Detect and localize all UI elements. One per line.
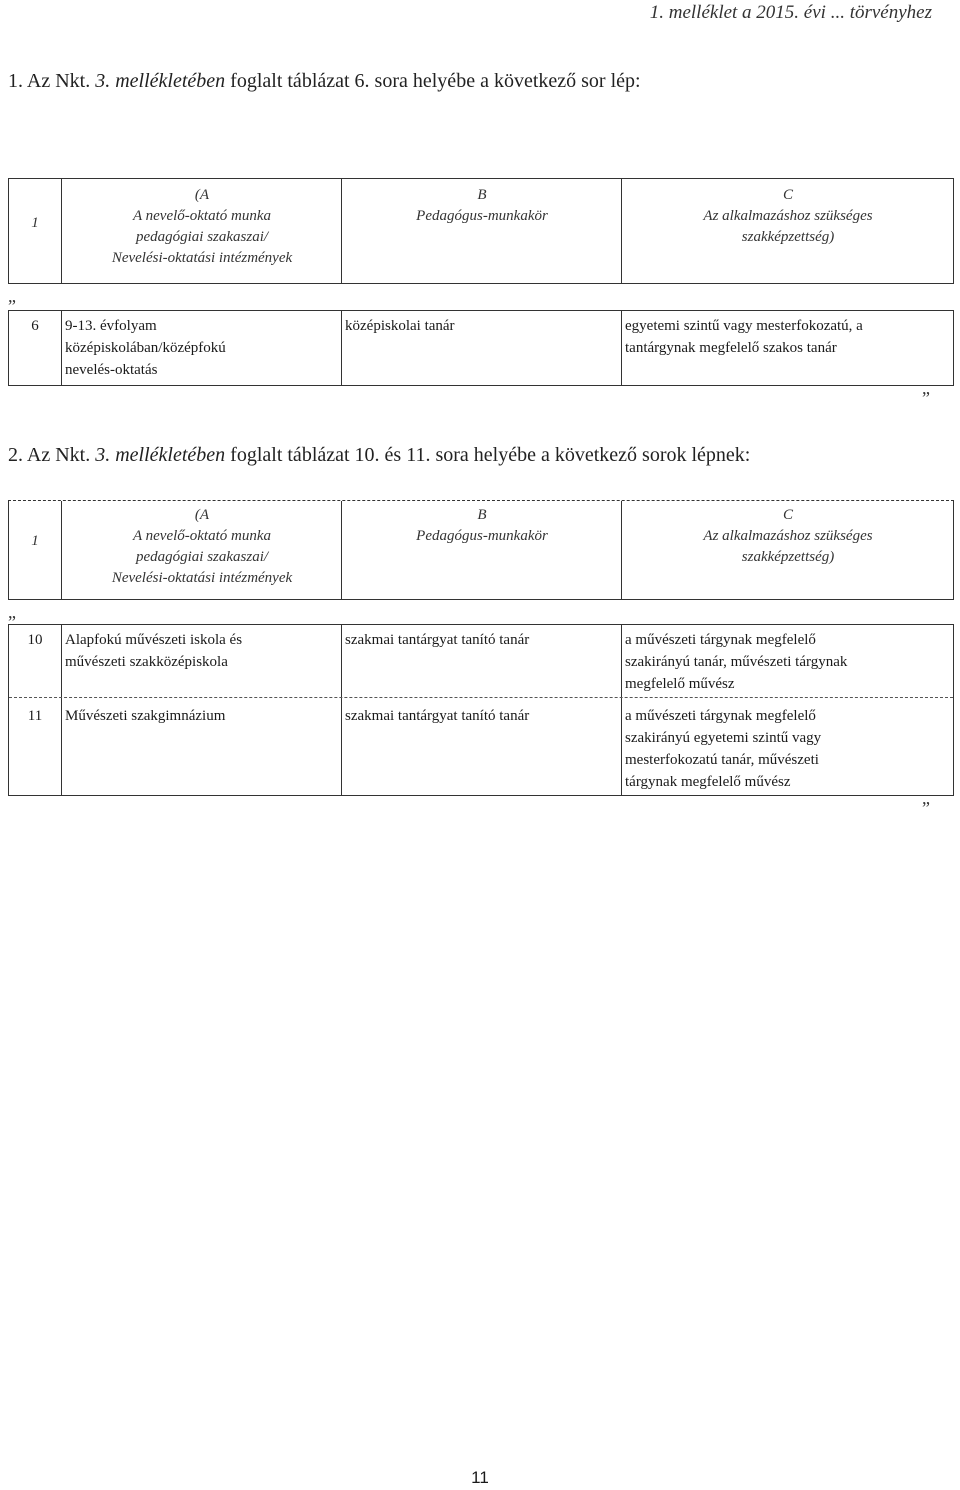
section-1-close-quote: ” <box>922 388 930 408</box>
section-1-row-table <box>8 310 954 386</box>
table-cell-b: szakmai tantárgyat tanító tanár <box>345 632 530 648</box>
header-row-number: 1 <box>31 533 39 549</box>
section-2-annex-ref: 3. mellékletében <box>95 444 226 466</box>
section-2-number: 2. <box>8 444 23 466</box>
section-2-post: foglalt táblázat 10. és 11. sora helyébe a következő sorok lépnek: <box>230 444 751 466</box>
header-row-number: 1 <box>31 215 39 231</box>
table-row-number: 6 <box>31 318 39 334</box>
section-2-close-quote: ” <box>922 798 930 818</box>
column-b-header: B Pedagógus-munkakör <box>416 187 548 224</box>
column-c-header: C Az alkalmazáshoz szükséges szakképzettség) <box>703 507 873 565</box>
column-c-header: C Az alkalmazáshoz szükséges szakképzettség) <box>703 187 873 245</box>
table-cell-a: Alapfokú művészeti iskola és művészeti szakközépiskola <box>65 632 243 670</box>
section-1-post: foglalt táblázat 6. sora helyébe a következő sor lép: <box>230 70 641 92</box>
page-number: 11 <box>471 1468 489 1487</box>
column-a-header: (A A nevelő-oktató munka pedagógiai szakaszai/ Nevelési-oktatási intézmények <box>111 187 293 266</box>
table-cell-b: középiskolai tanár <box>345 318 455 334</box>
section-1-pre: Az Nkt. <box>26 70 91 92</box>
table-cell-a: Művészeti szakgimnázium <box>65 708 226 724</box>
column-a-header: (A A nevelő-oktató munka pedagógiai szakaszai/ Nevelési-oktatási intézmények <box>111 507 293 586</box>
section-2-heading <box>8 444 750 467</box>
section-1-number: 1. <box>8 70 23 92</box>
section-2-pre: Az Nkt. <box>26 444 91 466</box>
table-cell-c: egyetemi szintű vagy mesterfokozatú, a tantárgynak megfelelő szakos tanár <box>625 318 863 356</box>
table-row-number: 10 <box>27 632 43 648</box>
section-2-rows-table <box>8 624 954 796</box>
annex-title: 1. melléklet a 2015. évi ... törvényhez <box>649 2 932 23</box>
section-1-annex-ref: 3. mellékletében <box>95 70 226 92</box>
section-1-heading <box>8 70 641 93</box>
section-1-open-quote: „ <box>8 286 16 306</box>
table-cell-b: szakmai tantárgyat tanító tanár <box>345 708 530 724</box>
table-row-number: 11 <box>27 708 43 724</box>
section-2-open-quote: „ <box>8 602 16 622</box>
table-cell-c: a művészeti tárgynak megfelelő szakirányú tanár, művészeti tárgynak megfelelő művész <box>625 632 848 692</box>
section-1-header-table <box>8 178 954 284</box>
table-cell-c: a művészeti tárgynak megfelelő szakirányú egyetemi szintű vagy mesterfokozatú tanár, művészeti tárgynak megfelelő művész <box>625 708 822 790</box>
table-cell-a: 9-13. évfolyam középiskolában/középfokú nevelés-oktatás <box>65 318 226 378</box>
column-b-header: B Pedagógus-munkakör <box>416 507 548 544</box>
section-2-header-table <box>8 500 954 600</box>
